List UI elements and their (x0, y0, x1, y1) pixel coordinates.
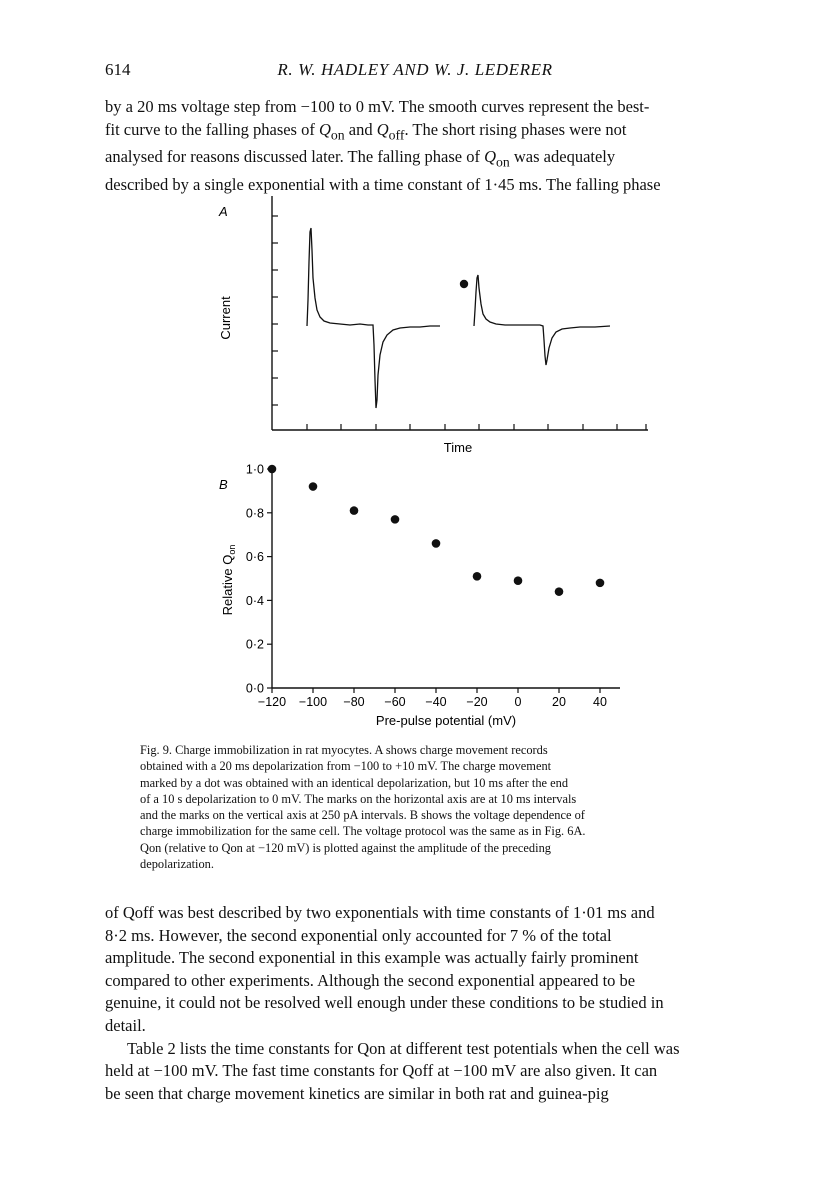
text-line: amplitude. The second exponential in this example was actually fairly prominent (105, 948, 639, 968)
text-line: be seen that charge movement kinetics are similar in both rat and guinea-pig (105, 1083, 609, 1103)
y-tick-label: 0·6 (245, 550, 264, 565)
panel-b-label: B (219, 477, 228, 492)
caption-line: marked by a dot was obtained with an identical depolarization, but 10 ms after the end (140, 775, 569, 790)
panel-b-data-points (268, 465, 605, 596)
data-point (309, 482, 318, 491)
data-point (391, 515, 400, 524)
data-point (555, 587, 564, 596)
body-paragraph-bottom (105, 902, 777, 1105)
y-tick-label: 0·2 (245, 637, 264, 652)
panel-b-ylabel: Relative $Q_{on}$ (220, 544, 237, 616)
data-point (473, 572, 482, 581)
panel-a (218, 196, 648, 455)
text-line: described by a single exponential with a time constant of 1·45 ms. The falling phase (105, 175, 661, 195)
text-line: fit curve to the falling phases of $Q_{on}$ and $Q_{off}$. The short rising phases were not (105, 119, 627, 142)
data-point (514, 576, 523, 585)
x-tick-label: 40 (593, 695, 607, 709)
text-line: 8·2 ms. However, the second exponential only accounted for 7 % of the total (105, 925, 612, 945)
text-line: held at −100 mV. The fast time constants for Qoff at −100 mV are also given. It can (105, 1061, 658, 1081)
caption-line: Fig. 9. Charge immobilization in rat myocytes. A shows charge movement records (140, 743, 548, 757)
y-tick-label: 1·0 (245, 462, 264, 477)
panel-b-xlabel: Pre-pulse potential (mV) (375, 713, 517, 728)
x-tick-label: 20 (552, 695, 566, 709)
data-point (596, 579, 605, 588)
caption-line: Qon (relative to Qon at −120 mV) is plotted against the amplitude of the preceding (140, 840, 551, 855)
caption-line: charge immobilization for the same cell. The voltage protocol was the same as in Fig. 6A. (140, 824, 586, 839)
running-title: R. W. HADLEY AND W. J. LEDERER (277, 60, 553, 79)
x-tick-label: −100 (298, 695, 328, 709)
immobilized-marker-dot (460, 280, 468, 288)
text-line: of Qoff was best described by two exponentials with time constants of 1·01 ms and (105, 903, 655, 922)
page-number: 614 (105, 60, 131, 79)
panel-b-x-ticks (258, 688, 607, 709)
text-line: compared to other experiments. Although the second exponential appeared to be (105, 970, 636, 990)
x-tick-label: −40 (425, 695, 447, 709)
text-line: by a 20 ms voltage step from −100 to 0 mV. The smooth curves represent the best- (105, 97, 650, 116)
caption-line: obtained with a 20 ms depolarization from −100 to +10 mV. The charge movement (140, 759, 552, 774)
x-tick-label: −80 (343, 695, 365, 709)
current-trace-control (307, 228, 440, 408)
panel-a-y-ticks (272, 216, 278, 405)
x-tick-label: −60 (384, 695, 406, 709)
x-tick-label: −20 (466, 695, 488, 709)
text-line: genuine, it could not be resolved well enough under these conditions to be studied in (105, 993, 664, 1013)
panel-a-label: A (219, 204, 228, 219)
data-point (350, 506, 359, 515)
caption-line: and the marks on the vertical axis at 250 pA intervals. B shows the voltage dependence of (140, 808, 585, 823)
text-line: Table 2 lists the time constants for Qon at different test potentials when the cell was (127, 1038, 680, 1058)
panel-a-xlabel: Time (443, 440, 473, 455)
current-trace-after-depolarization (474, 275, 610, 365)
x-tick-label: −120 (257, 695, 287, 709)
figure-caption (140, 742, 750, 872)
data-point (432, 539, 441, 548)
y-tick-label: 0·0 (245, 681, 264, 696)
caption-line: of a 10 s depolarization to 0 mV. The marks on the horizontal axis are at 10 ms intervals (140, 791, 577, 806)
panel-b (219, 463, 620, 729)
caption-line: depolarization. (140, 857, 214, 872)
text-line: analysed for reasons discussed later. The falling phase of $Q_{on}$ was adequately (105, 147, 616, 170)
y-tick-label: 0·4 (245, 593, 264, 608)
data-point (268, 465, 277, 474)
panel-a-ylabel: Current (218, 296, 233, 340)
panel-a-x-ticks (307, 424, 646, 430)
text-line: detail. (105, 1015, 146, 1035)
x-tick-label: 0 (514, 695, 522, 709)
y-tick-label: 0·8 (245, 506, 264, 521)
panel-b-y-ticks (246, 463, 272, 696)
